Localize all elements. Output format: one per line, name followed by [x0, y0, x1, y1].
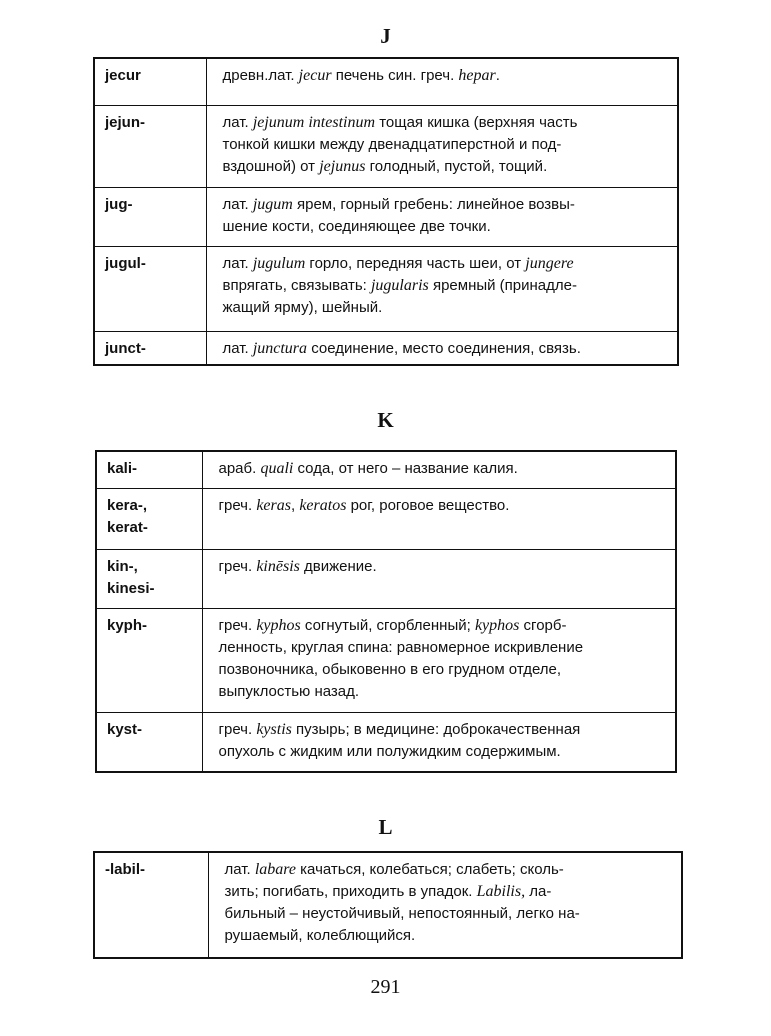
definition-cell: лат. labare качаться, колебаться; слабеть; сколь- зить; погибать, приходить в упадок. Labilis, ла- бильный – неустойчивый, непостоянный, легко на- рушаемый, колеблющийся. [208, 852, 682, 958]
term-cell: kyph- [96, 608, 202, 712]
term-cell: jug- [94, 187, 206, 246]
definition-cell: лат. jugum ярем, горный гребень: линейное возвы- шение кости, соединяющее две точки. [206, 187, 678, 246]
glossary-table-l [93, 851, 683, 959]
term-cell: jejun- [94, 105, 206, 187]
term-cell: jugul- [94, 246, 206, 331]
glossary-table-k [95, 450, 677, 773]
table-row [96, 451, 676, 488]
table-row [94, 852, 682, 958]
table-row [94, 246, 678, 331]
definition-cell: греч. kinēsis движение. [202, 549, 676, 608]
table-row [94, 58, 678, 105]
term-cell: -labil- [94, 852, 208, 958]
definition-cell: лат. jugulum горло, передняя часть шеи, от jungere впрягать, связывать: jugularis яремный (принадле- жащий ярму), шейный. [206, 246, 678, 331]
term-cell: jecur [94, 58, 206, 105]
term-cell: kali- [96, 451, 202, 488]
page-number: 291 [370, 976, 401, 998]
term-cell: kyst- [96, 712, 202, 772]
definition-cell: араб. quali сода, от него – название калия. [202, 451, 676, 488]
definition-cell: древн.лат. jecur печень син. греч. hepar. [206, 58, 678, 105]
definition-cell: лат. junctura соединение, место соединения, связь. [206, 331, 678, 365]
term-cell: kin-, kinesi- [96, 549, 202, 608]
section-letter-l: L [378, 815, 393, 839]
table-row [94, 331, 678, 365]
term-cell: kera-, kerat- [96, 488, 202, 549]
table-row [96, 712, 676, 772]
definition-cell: греч. kyphos согнутый, сгорбленный; kyphos сгорб- ленность, круглая спина: равномерное искривление позвоночника, обыковенно в его грудном отделе, выпуклостью назад. [202, 608, 676, 712]
table-row [94, 187, 678, 246]
definition-cell: греч. kystis пузырь; в медицине: доброкачественная опухоль с жидким или полужидким содержимым. [202, 712, 676, 772]
section-letter-k: K [377, 408, 394, 432]
definition-cell: лат. jejunum intestinum тощая кишка (верхняя часть тонкой кишки между двенадцатиперстной и под- вздошной) от jejunus голодный, пустой, тощий. [206, 105, 678, 187]
term-cell: junct- [94, 331, 206, 365]
table-row [96, 549, 676, 608]
table-row [96, 608, 676, 712]
table-row [94, 105, 678, 187]
section-letter-j: J [380, 24, 391, 48]
table-row [96, 488, 676, 549]
glossary-table-j [93, 57, 679, 366]
definition-cell: греч. keras, keratos рог, роговое вещество. [202, 488, 676, 549]
